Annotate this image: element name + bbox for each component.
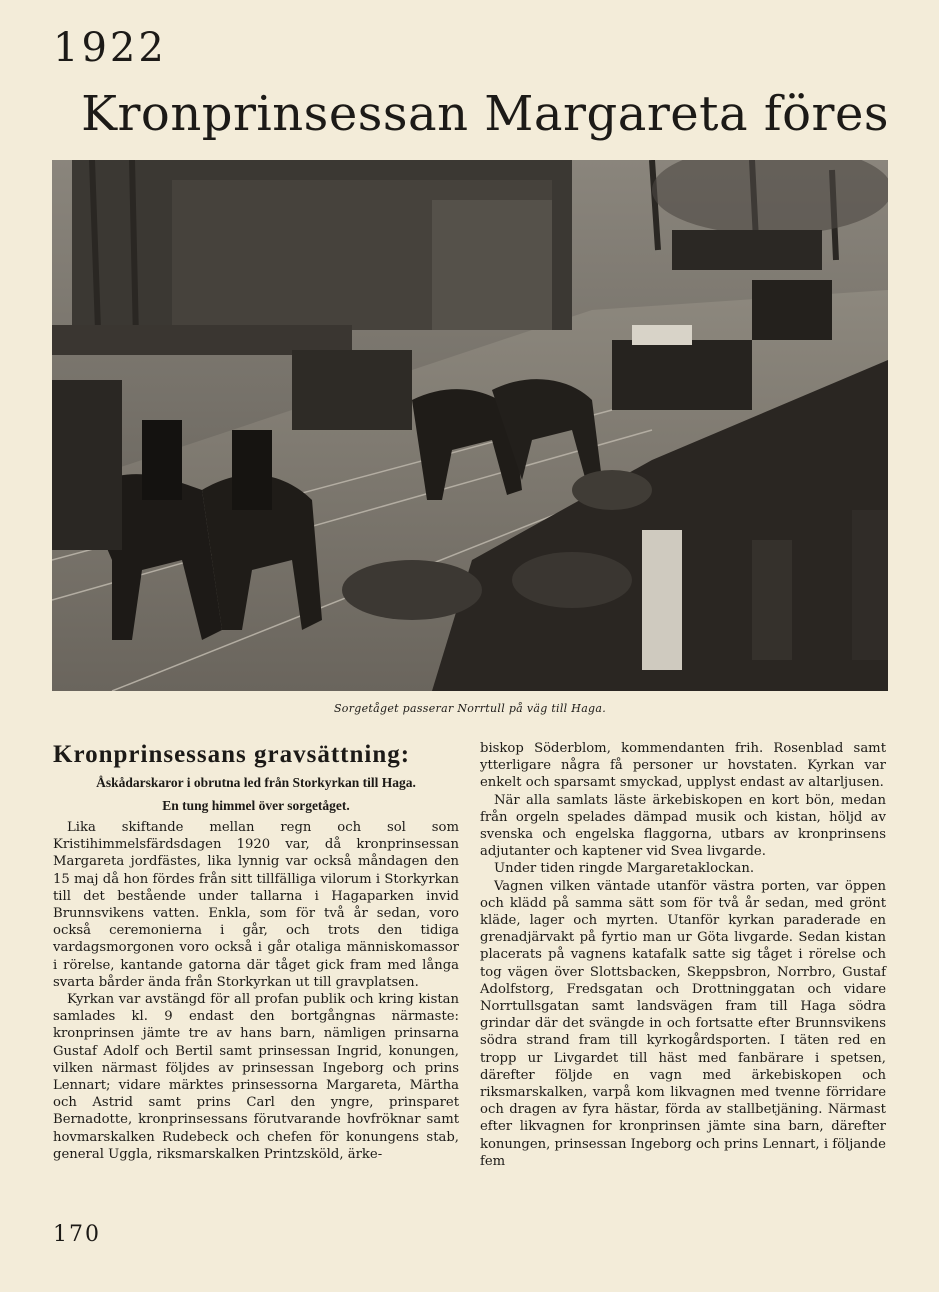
page-number: 170 — [53, 1222, 101, 1247]
paragraph: Under tiden ringde Margaretaklockan. — [494, 861, 755, 877]
paragraph: Vagnen vilken väntade utanför västra porten, var öppen och klädd på samma sätt som för två år sedan, med grönt kläde, lager och myrten. Utanför kyrkan paraderade en grenadjärvakt på fyrtio man ur Göta livgarde. Sedan kistan placerats på vagnens katafalk satte sig tåget i rörelse och tog vägen över Slottsbacken, Skeppsbron, Norrbro, Gustaf Adolfstorg, Fredsgatan och Drottninggatan och vidare Norrtullsgatan samt landsvägen fram till Haga södra grindar där det svängde in och fortsatte efter Brunnsvikens södra strand fram till kyrkogårdsporten. I täten red en tropp ur Livgardet till häst med fanbärare i spetsen, därefter följde en vagn med ärkebiskopen och riksmarskalken, varpå kom likvagnen med tvenne förridare och dragen av fyra hästar, förda av stallbetjäning. Närmast efter likvagnen for kronprinsen jämte sina barn, därefter konungen, prinsessan Ingeborg och prins Lennart, i följande fem — [480, 878, 886, 1169]
paragraph: Kyrkan var avstängd för all profan publik och kring kistan samlades kl. 9 endast den bortgångnas närmaste: kronprinsen jämte tre av hans barn, nämligen prinsarna Gustaf Adolf och Bertil samt prinsessan Ingrid, konungen, vilken närmast följdes av prinsessan Ingeborg och prins Lennart; vidare märktes prinsessorna Margareta, Märtha och Astrid samt prins Carl den yngre, prinsparet Bernadotte, kronprinsessans förutvarande hovfröknar samt hovmarskalken Rudebeck och chefen för konungens stab, general Uggla, riksmarskalken Printzsköld, ärke- — [53, 992, 459, 1162]
left-column — [53, 740, 459, 1163]
funeral-procession-photo — [52, 160, 888, 691]
photo-caption: Sorgetåget passerar Norrtull på väg till Haga. — [333, 702, 607, 715]
article-title: Kronprinsessans gravsättning: — [53, 741, 411, 768]
funeral-procession-photo-icon — [52, 160, 888, 691]
paragraph: Lika skiftande mellan regn och sol som Kristihimmelsfärdsdagen 1920 var, då kronprinsessan Margareta jordfästes, lika lynnig var också måndagen den 15 maj då hon fördes från sitt tillfälliga vilorum i Storkyrkan till det bestående under tallarna i Hagaparken invid Brunnsvikens vatten. Enkla, som för två år sedan, voro också ceremonierna i går, och trots den tidiga vardagsmorgonen voro också i går otaliga människomassor i rörelse, kantande gatorna där tåget gick fram med långa svarta bårder ända från Storkyrkan ut till gravplatsen. — [53, 820, 459, 990]
paragraph: När alla samlats läste ärkebiskopen en kort bön, medan från orgeln spelades dämpad musik och kistan, höljd av svenska och engelska flaggorna, utbars av kronprinsens adjutanter och kaptener vid Svea livgarde. — [480, 792, 886, 860]
year-heading: 1922 — [53, 25, 167, 71]
right-column — [480, 740, 886, 1170]
article-subtitle-2: En tung himmel över sorgetåget. — [162, 798, 350, 813]
paragraph: biskop Söderblom, kommendanten frih. Rosenblad samt ytterligare några få personer ur hovstaten. Kyrkan var enkelt och sparsamt smyckad, upplyst endast av altarljusen. — [480, 741, 886, 791]
article-subtitle: Åskådarskaror i obrutna led från Storkyrkan till Haga. — [96, 775, 416, 790]
page-headline: Kronprinsessan Margareta föres — [81, 86, 889, 142]
